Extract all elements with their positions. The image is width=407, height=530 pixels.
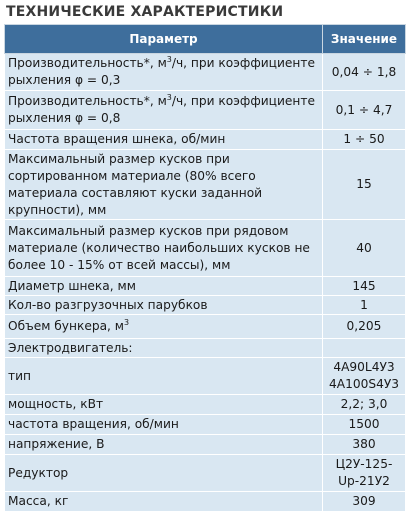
table-row [5,150,406,220]
specs-table [4,24,406,512]
table-row [5,277,406,296]
row-label: Кол-во разгрузочных парубков [5,296,323,315]
row-value: 0,1 ÷ 4,7 [323,91,406,130]
row-label: тип [5,358,323,395]
row-label [5,315,323,339]
table-row [5,415,406,435]
table-row [5,435,406,455]
row-value: 0,205 [323,315,406,339]
row-label: частота вращения, об/мин [5,415,323,435]
row-label: Электродвигатель: [5,339,323,358]
label-text-rest: /ч, при коэффициенте рыхления φ = 0,8 [8,94,315,125]
header-param: Параметр [5,25,323,54]
row-value: 1500 [323,415,406,435]
row-value [323,358,406,395]
table-row [5,358,406,395]
row-value: 380 [323,435,406,455]
row-value: 15 [323,150,406,220]
label-text: Производительность*, м [8,56,167,70]
label-text-rest: /ч, при коэффициенте рыхления φ = 0,3 [8,56,315,87]
table-row [5,220,406,277]
table-header-row [5,25,406,54]
row-label: Частота вращения шнека, об/мин [5,130,323,150]
row-value: 40 [323,220,406,277]
header-value: Значение [323,25,406,54]
row-value: 145 [323,277,406,296]
row-label: Масса, кг [5,492,323,512]
table-row [5,315,406,339]
row-label: Диаметр шнека, мм [5,277,323,296]
row-label: напряжение, В [5,435,323,455]
label-sup: 3 [166,55,172,64]
label-sup: 3 [124,318,130,327]
table-row [5,455,406,492]
row-label: Максимальный размер кусков при сортированном материале (80% всего материала составляют куски заданной крупности), мм [5,150,323,220]
label-sup: 3 [166,93,172,102]
table-row [5,54,406,91]
row-value [323,339,406,358]
row-label [5,54,323,91]
table-row [5,492,406,512]
table-row [5,395,406,415]
label-text: Объем бункера, м [8,319,124,333]
table-row [5,296,406,315]
row-value: 309 [323,492,406,512]
row-label [5,91,323,130]
table-row [5,130,406,150]
table-row [5,91,406,130]
value-line-2: 4А100S4У3 [328,377,400,391]
row-value [323,455,406,492]
label-text: Производительность*, м [8,94,167,108]
row-value: 2,2; 3,0 [323,395,406,415]
value-line-2: Uр-21У2 [338,474,390,488]
row-value: 1 ÷ 50 [323,130,406,150]
table-row [5,339,406,358]
row-label: Редуктор [5,455,323,492]
row-label: мощность, кВт [5,395,323,415]
row-value: 1 [323,296,406,315]
row-label: Максимальный размер кусков при рядовом материале (количество наибольших кусков не более 10 - 15% от всей массы), мм [5,220,323,277]
value-line-1: 4А90L4У3 [333,360,395,374]
value-line-1: Ц2У-125- [335,457,393,471]
row-value: 0,04 ÷ 1,8 [323,54,406,91]
section-title: ТЕХНИЧЕСКИЕ ХАРАКТЕРИСТИКИ [6,4,284,20]
